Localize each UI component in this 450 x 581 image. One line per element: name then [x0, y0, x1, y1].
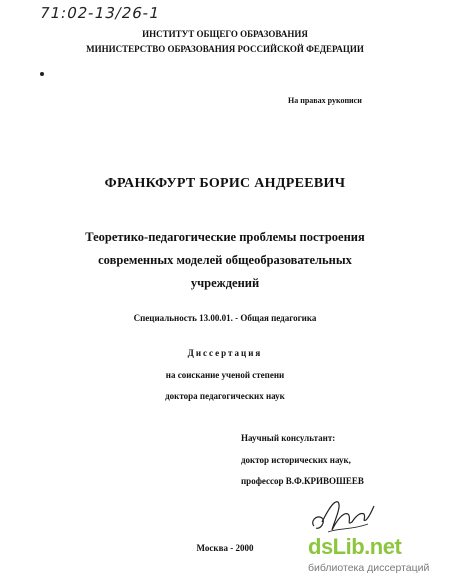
- title-line: Теоретико-педагогические проблемы построения: [85, 230, 365, 244]
- watermark-logo: dsLib.net: [308, 534, 402, 559]
- dissertation-label: Диссертация: [187, 348, 263, 358]
- title-line: современных моделей общеобразовательных: [98, 253, 352, 267]
- dissertation-title: [0, 226, 450, 295]
- city-year: Москва - 2000: [196, 543, 254, 553]
- degree-line-2: доктора педагогических наук: [165, 391, 285, 401]
- degree-line-1: на соискание ученой степени: [165, 370, 285, 380]
- consultant-name: профессор В.Ф.КРИВОШЕЕВ: [241, 476, 364, 486]
- ministry-name: МИНИСТЕРСТВО ОБРАЗОВАНИЯ РОССИЙСКОЙ ФЕДЕРАЦИИ: [86, 44, 364, 54]
- handwritten-catalog-number: 71:02-13/26-1: [38, 4, 162, 22]
- specialty-line: Специальность 13.00.01. - Общая педагогика: [133, 313, 317, 323]
- author-name: ФРАНКФУРТ БОРИС АНДРЕЕВИЧ: [104, 176, 346, 191]
- institute-name: ИНСТИТУТ ОБЩЕГО ОБРАЗОВАНИЯ: [142, 29, 308, 39]
- watermark-subtitle: библиотека диссертаций: [308, 562, 430, 574]
- manuscript-rights-note: На правах рукописи: [288, 96, 362, 105]
- title-line: учреждений: [190, 276, 260, 290]
- consultant-degree: доктор исторических наук,: [241, 455, 351, 465]
- scan-speck: [40, 72, 44, 76]
- dslib-watermark: [306, 532, 450, 581]
- consultant-label: Научный консультант:: [241, 433, 336, 443]
